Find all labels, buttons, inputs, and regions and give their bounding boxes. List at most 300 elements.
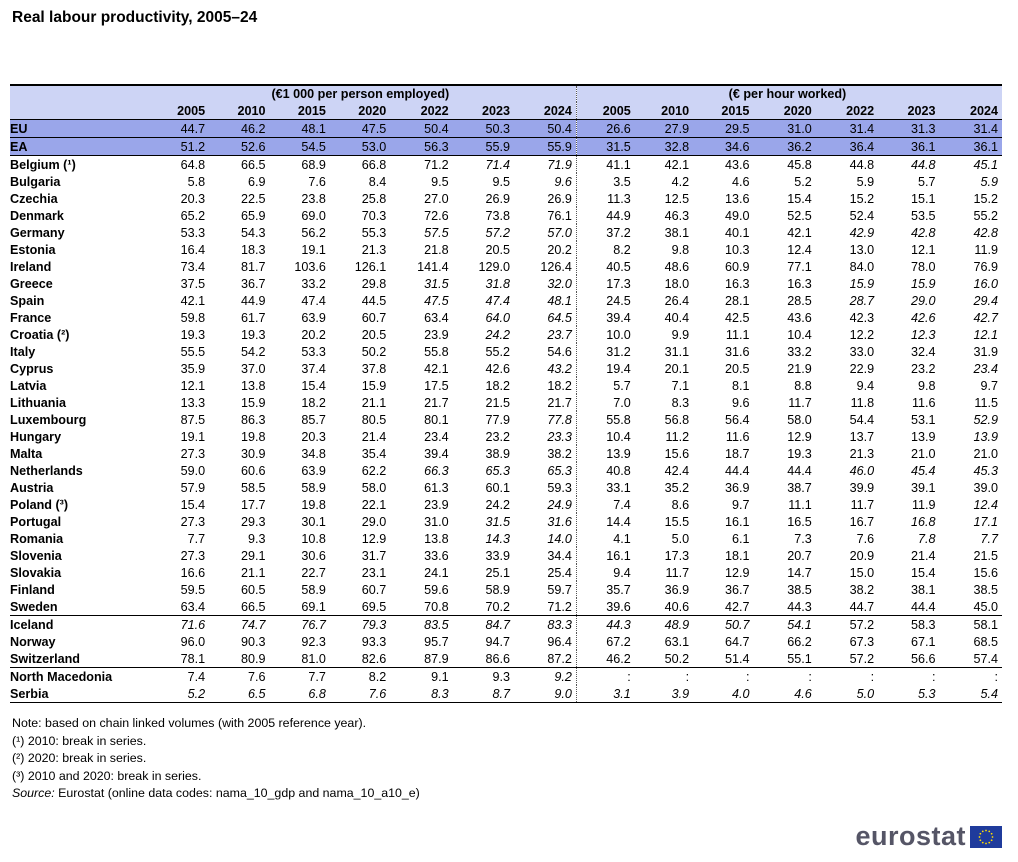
table-cell: 44.9 bbox=[576, 207, 634, 224]
table-cell: 44.4 bbox=[724, 463, 750, 478]
table-cell: 6.9 bbox=[248, 174, 266, 189]
table-cell: 8.2 bbox=[576, 241, 634, 258]
table-cell: 22.7 bbox=[301, 565, 326, 580]
table-row bbox=[10, 343, 1002, 360]
table-row bbox=[10, 496, 1002, 513]
table-cell: 15.4 bbox=[301, 378, 326, 393]
row-label: Sweden bbox=[10, 598, 149, 616]
table-cell: 7.0 bbox=[576, 394, 634, 411]
table-cell: 64.8 bbox=[180, 157, 206, 172]
header-year: 2015 bbox=[270, 102, 330, 120]
table-cell: 9.3 bbox=[248, 531, 266, 546]
flag-star bbox=[982, 841, 984, 843]
table-cell: 40.4 bbox=[664, 310, 690, 325]
table-cell: 13.9 bbox=[911, 429, 936, 444]
table-cell: 37.4 bbox=[301, 361, 326, 376]
flag-star bbox=[979, 836, 981, 838]
table-cell: 31.8 bbox=[485, 276, 510, 291]
table-cell: 44.8 bbox=[849, 157, 875, 172]
table-cell: 24.2 bbox=[485, 497, 510, 512]
table-cell: 31.1 bbox=[664, 344, 690, 359]
table-cell: 51.4 bbox=[693, 650, 753, 668]
table-cell: 32.4 bbox=[911, 344, 936, 359]
table-cell: 7.4 bbox=[576, 496, 634, 513]
table-cell: 42.1 bbox=[424, 361, 449, 376]
table-cell: 18.2 bbox=[301, 395, 326, 410]
table-cell: 58.0 bbox=[787, 412, 812, 427]
table-cell: 58.9 bbox=[485, 582, 510, 597]
table-cell: 36.2 bbox=[753, 138, 815, 156]
table-cell: 22.9 bbox=[849, 361, 875, 376]
table-cell: 19.1 bbox=[180, 429, 206, 444]
flag-star bbox=[991, 832, 993, 834]
table-cell: 16.5 bbox=[787, 514, 812, 529]
table-row bbox=[10, 156, 1002, 174]
table-cell: 10.0 bbox=[576, 326, 634, 343]
table-cell: 54.5 bbox=[270, 138, 330, 156]
table-cell: 38.7 bbox=[787, 480, 812, 495]
table-cell: 57.0 bbox=[547, 225, 572, 240]
table-cell: 54.6 bbox=[547, 344, 572, 359]
table-cell: 23.4 bbox=[973, 361, 998, 376]
table-cell: 42.9 bbox=[849, 225, 875, 240]
table-cell: 30.9 bbox=[241, 446, 266, 461]
table-cell: 20.9 bbox=[849, 548, 875, 563]
table-cell: 57.2 bbox=[849, 617, 875, 632]
table-cell: 7.8 bbox=[918, 531, 936, 546]
table-cell: 29.3 bbox=[241, 514, 266, 529]
table-cell: 54.4 bbox=[849, 412, 875, 427]
table-cell: 141.4 bbox=[417, 259, 449, 274]
table-row bbox=[10, 411, 1002, 428]
table-cell: 4.1 bbox=[576, 530, 634, 547]
table-cell: 55.3 bbox=[361, 225, 387, 240]
table-cell: 32.0 bbox=[547, 276, 572, 291]
table-cell: 63.9 bbox=[301, 463, 326, 478]
table-cell: 40.5 bbox=[576, 258, 634, 275]
table-cell: 18.2 bbox=[547, 378, 572, 393]
table-cell: 26.4 bbox=[664, 293, 690, 308]
table-row bbox=[10, 241, 1002, 258]
table-cell: 31.0 bbox=[424, 514, 449, 529]
table-cell: 33.0 bbox=[849, 344, 875, 359]
table-cell: 15.9 bbox=[911, 276, 936, 291]
table-cell: 42.6 bbox=[485, 361, 510, 376]
source-text: Eurostat (online data codes: nama_10_gdp and nama_10_a10_e) bbox=[54, 786, 420, 800]
source-line bbox=[12, 785, 420, 803]
table-cell: 32.8 bbox=[635, 138, 693, 156]
row-label: Italy bbox=[10, 344, 36, 359]
table-cell: 23.9 bbox=[424, 327, 449, 342]
table-cell: 8.1 bbox=[731, 378, 750, 393]
table-cell: 9.5 bbox=[431, 174, 449, 189]
table-row bbox=[10, 120, 1002, 138]
table-cell: 9.4 bbox=[576, 564, 634, 581]
table-cell: 12.4 bbox=[787, 242, 812, 257]
table-cell: 63.9 bbox=[301, 310, 326, 325]
table-cell: 21.1 bbox=[361, 395, 387, 410]
table-cell: 55.8 bbox=[424, 344, 449, 359]
table-cell: 69.5 bbox=[330, 598, 390, 616]
row-label: Luxembourg bbox=[10, 412, 87, 427]
table-cell: 9.2 bbox=[554, 669, 572, 684]
table-cell: 45.8 bbox=[787, 157, 812, 172]
table-cell: 69.0 bbox=[301, 208, 326, 223]
flag-star bbox=[979, 839, 981, 841]
table-cell: 21.3 bbox=[361, 242, 387, 257]
header-year: 2022 bbox=[816, 102, 878, 120]
table-cell: 11.7 bbox=[665, 565, 690, 580]
table-cell: 21.8 bbox=[424, 242, 449, 257]
table-cell: 21.1 bbox=[241, 565, 266, 580]
productivity-table bbox=[10, 84, 1002, 703]
table-cell: 5.9 bbox=[980, 174, 998, 189]
table-cell: 35.7 bbox=[576, 581, 634, 598]
table-cell: 52.5 bbox=[787, 208, 812, 223]
table-cell: : bbox=[685, 669, 690, 684]
table-cell: 42.4 bbox=[664, 463, 690, 478]
table-cell: 4.2 bbox=[671, 174, 690, 189]
table-cell: 4.6 bbox=[753, 685, 815, 703]
table-cell: 50.4 bbox=[390, 120, 452, 138]
table-cell: 4.6 bbox=[731, 174, 750, 189]
table-cell: 10.4 bbox=[576, 428, 634, 445]
table-cell: 20.5 bbox=[485, 242, 510, 257]
table-cell: 31.6 bbox=[724, 344, 750, 359]
table-cell: 48.1 bbox=[547, 293, 572, 308]
table-cell: 11.7 bbox=[850, 497, 875, 512]
table-cell: 36.9 bbox=[724, 480, 750, 495]
row-label: Ireland bbox=[10, 259, 52, 274]
table-cell: : bbox=[808, 669, 812, 684]
table-cell: 22.5 bbox=[241, 191, 266, 206]
table-cell: 57.9 bbox=[180, 480, 206, 495]
table-cell: 9.6 bbox=[554, 174, 572, 189]
table-row bbox=[10, 462, 1002, 479]
table-cell: 42.6 bbox=[911, 310, 936, 325]
table-cell: 92.3 bbox=[301, 634, 326, 649]
table-cell: 56.3 bbox=[390, 138, 452, 156]
flag-star bbox=[988, 841, 990, 843]
table-cell: 96.0 bbox=[180, 634, 206, 649]
table-cell: 55.5 bbox=[180, 344, 206, 359]
table-cell: 61.7 bbox=[241, 310, 266, 325]
table-cell: : bbox=[745, 669, 750, 684]
table-cell: 59.3 bbox=[547, 480, 572, 495]
table-row bbox=[10, 377, 1002, 394]
table-cell: 94.7 bbox=[485, 634, 510, 649]
table-cell: 84.7 bbox=[485, 617, 510, 632]
table-cell: 24.5 bbox=[576, 292, 634, 309]
eu-flag-icon bbox=[970, 826, 1002, 848]
table-cell: 27.0 bbox=[424, 191, 449, 206]
table-row bbox=[10, 292, 1002, 309]
table-cell: 37.0 bbox=[241, 361, 266, 376]
table-cell: 16.4 bbox=[180, 242, 206, 257]
flag-star bbox=[992, 836, 994, 838]
table-cell: 31.6 bbox=[547, 514, 572, 529]
table-cell: 56.8 bbox=[664, 412, 690, 427]
table-cell: 42.3 bbox=[849, 310, 875, 325]
table-cell: 39.6 bbox=[576, 598, 634, 616]
header-group-employed: (€1 000 per person employed) bbox=[149, 85, 577, 102]
table-cell: 12.9 bbox=[361, 531, 387, 546]
table-cell: 11.3 bbox=[576, 190, 634, 207]
footnote-2: (²) 2020: break in series. bbox=[12, 751, 147, 765]
table-cell: 21.7 bbox=[547, 395, 572, 410]
table-cell: 27.3 bbox=[180, 514, 206, 529]
table-cell: 7.6 bbox=[330, 685, 390, 703]
table-row bbox=[10, 650, 1002, 668]
table-cell: 15.6 bbox=[664, 446, 690, 461]
table-body bbox=[10, 120, 1002, 703]
table-cell: 40.1 bbox=[724, 225, 750, 240]
table-cell: 87.2 bbox=[514, 650, 576, 668]
table-cell: 66.8 bbox=[361, 157, 387, 172]
table-cell: 13.8 bbox=[424, 531, 449, 546]
table-cell: 56.4 bbox=[724, 412, 750, 427]
table-cell: 96.4 bbox=[547, 634, 572, 649]
table-cell: 23.9 bbox=[424, 497, 449, 512]
table-cell: 95.7 bbox=[424, 634, 449, 649]
header-year: 2020 bbox=[330, 102, 390, 120]
table-cell: 22.1 bbox=[361, 497, 387, 512]
table-cell: 76.9 bbox=[973, 259, 998, 274]
table-row bbox=[10, 207, 1002, 224]
table-cell: 11.1 bbox=[788, 497, 812, 512]
table-cell: 28.5 bbox=[787, 293, 812, 308]
table-cell: 17.7 bbox=[241, 497, 266, 512]
header-year: 2024 bbox=[940, 102, 1002, 120]
table-cell: 66.5 bbox=[241, 157, 266, 172]
table-cell: 5.7 bbox=[918, 174, 936, 189]
table-cell: 13.8 bbox=[241, 378, 266, 393]
table-row bbox=[10, 173, 1002, 190]
table-cell: 34.8 bbox=[301, 446, 326, 461]
table-cell: 9.4 bbox=[856, 378, 875, 393]
table-cell: 45.4 bbox=[911, 463, 936, 478]
table-cell: 5.9 bbox=[856, 174, 875, 189]
table-cell: 63.4 bbox=[149, 598, 209, 616]
table-cell: 80.5 bbox=[361, 412, 387, 427]
table-cell: 8.7 bbox=[453, 685, 514, 703]
table-cell: 35.2 bbox=[664, 480, 690, 495]
notes bbox=[12, 715, 420, 803]
table-cell: 44.5 bbox=[361, 293, 387, 308]
table-cell: 16.7 bbox=[849, 514, 875, 529]
row-label: EU bbox=[10, 120, 149, 138]
table-cell: 54.2 bbox=[241, 344, 266, 359]
table-cell: 31.0 bbox=[753, 120, 815, 138]
table-cell: 57.2 bbox=[816, 650, 878, 668]
table-cell: 81.7 bbox=[241, 259, 266, 274]
header-year: 2015 bbox=[693, 102, 753, 120]
table-cell: 53.3 bbox=[180, 225, 206, 240]
table-cell: 90.3 bbox=[241, 634, 266, 649]
table-cell: 71.6 bbox=[180, 617, 206, 632]
header-year: 2005 bbox=[576, 102, 634, 120]
table-cell: 23.4 bbox=[424, 429, 449, 444]
header-blank bbox=[10, 85, 149, 102]
table-cell: 8.3 bbox=[671, 395, 690, 410]
table-cell: 72.6 bbox=[424, 208, 449, 223]
table-cell: 23.2 bbox=[485, 429, 510, 444]
table-cell: 16.3 bbox=[787, 276, 812, 291]
table-cell: 36.7 bbox=[241, 276, 266, 291]
table-cell: 21.0 bbox=[911, 446, 936, 461]
table-cell: 37.2 bbox=[576, 224, 634, 241]
table-cell: 47.5 bbox=[424, 293, 449, 308]
table-cell: 11.6 bbox=[911, 395, 936, 410]
table-cell: 65.3 bbox=[485, 463, 510, 478]
table-cell: 60.7 bbox=[361, 582, 387, 597]
table-cell: 58.9 bbox=[301, 480, 326, 495]
table-cell: 10.3 bbox=[724, 242, 750, 257]
table-cell: 12.4 bbox=[973, 497, 998, 512]
row-label: Switzerland bbox=[10, 650, 149, 668]
table-cell: 44.4 bbox=[787, 463, 812, 478]
row-label: France bbox=[10, 310, 52, 325]
row-label: Latvia bbox=[10, 378, 47, 393]
table-cell: 66.5 bbox=[209, 598, 269, 616]
table-cell: 48.6 bbox=[664, 259, 690, 274]
table-cell: 38.5 bbox=[973, 582, 998, 597]
header-year: 2023 bbox=[453, 102, 514, 120]
table-row bbox=[10, 258, 1002, 275]
header-year: 2010 bbox=[209, 102, 269, 120]
table-cell: 29.8 bbox=[361, 276, 387, 291]
table-cell: 53.0 bbox=[330, 138, 390, 156]
table-cell: 64.5 bbox=[547, 310, 572, 325]
table-cell: 23.3 bbox=[547, 429, 572, 444]
table-cell: 31.4 bbox=[940, 120, 1002, 138]
table-cell: 16.6 bbox=[180, 565, 206, 580]
table-cell: 53.1 bbox=[911, 412, 936, 427]
flag-star bbox=[988, 830, 990, 832]
table-cell: 12.9 bbox=[787, 429, 812, 444]
table-row bbox=[10, 138, 1002, 156]
table-cell: 5.7 bbox=[576, 377, 634, 394]
table-cell: 40.6 bbox=[635, 598, 693, 616]
table-cell: 20.2 bbox=[301, 327, 326, 342]
table-cell: : bbox=[870, 669, 875, 684]
header-year: 2022 bbox=[390, 102, 452, 120]
table-cell: 10.4 bbox=[787, 327, 812, 342]
table-cell: 8.2 bbox=[368, 669, 387, 684]
table-cell: 14.4 bbox=[576, 513, 634, 530]
table-cell: 7.6 bbox=[308, 174, 326, 189]
table-cell: 58.3 bbox=[911, 617, 936, 632]
table-cell: 7.7 bbox=[308, 669, 326, 684]
table-cell: 42.1 bbox=[664, 157, 690, 172]
table-cell: 55.9 bbox=[453, 138, 514, 156]
table-cell: 5.3 bbox=[878, 685, 939, 703]
table-cell: 44.8 bbox=[911, 157, 936, 172]
table-cell: 11.9 bbox=[911, 497, 936, 512]
table-row bbox=[10, 309, 1002, 326]
table-cell: 73.4 bbox=[180, 259, 206, 274]
row-label: Czechia bbox=[10, 191, 58, 206]
table-cell: 53.5 bbox=[911, 208, 936, 223]
table-row bbox=[10, 547, 1002, 564]
table-cell: 39.4 bbox=[424, 446, 449, 461]
table-cell: 11.6 bbox=[725, 429, 750, 444]
table-cell: 42.5 bbox=[724, 310, 750, 325]
table-cell: 57.5 bbox=[424, 225, 449, 240]
table-cell: 18.7 bbox=[724, 446, 750, 461]
table-cell: 9.0 bbox=[514, 685, 576, 703]
table-cell: 20.5 bbox=[361, 327, 387, 342]
table-cell: 43.2 bbox=[547, 361, 572, 376]
table-cell: 9.5 bbox=[492, 174, 510, 189]
table-cell: 20.3 bbox=[301, 429, 326, 444]
table-cell: 79.3 bbox=[361, 617, 387, 632]
table-cell: 76.7 bbox=[301, 617, 326, 632]
table-cell: 18.0 bbox=[664, 276, 690, 291]
table-cell: 38.2 bbox=[547, 446, 572, 461]
row-label: Iceland bbox=[10, 617, 54, 632]
table-row bbox=[10, 685, 1002, 703]
table-cell: 50.2 bbox=[361, 344, 387, 359]
flag-star bbox=[979, 832, 981, 834]
table-row bbox=[10, 275, 1002, 292]
table-row bbox=[10, 479, 1002, 496]
table-cell: 9.6 bbox=[731, 395, 750, 410]
table-cell: 48.1 bbox=[270, 120, 330, 138]
row-label: Denmark bbox=[10, 208, 64, 223]
table-cell: 49.0 bbox=[724, 208, 750, 223]
table-row bbox=[10, 564, 1002, 581]
table-cell: 85.7 bbox=[301, 412, 326, 427]
table-cell: 6.5 bbox=[209, 685, 269, 703]
table-cell: 13.3 bbox=[180, 395, 206, 410]
table-cell: 16.1 bbox=[724, 514, 750, 529]
source-label: Source: bbox=[12, 786, 55, 800]
table-cell: 58.1 bbox=[973, 617, 998, 632]
table-cell: 74.7 bbox=[241, 617, 266, 632]
table-cell: 9.8 bbox=[918, 378, 936, 393]
table-row bbox=[10, 428, 1002, 445]
table-cell: 28.7 bbox=[849, 293, 875, 308]
table-cell: 15.4 bbox=[787, 191, 812, 206]
table-cell: 19.3 bbox=[787, 446, 812, 461]
table-cell: 55.2 bbox=[973, 208, 998, 223]
table-cell: 67.3 bbox=[849, 634, 875, 649]
table-cell: 20.2 bbox=[547, 242, 572, 257]
table-cell: 16.1 bbox=[576, 547, 634, 564]
table-cell: 65.3 bbox=[547, 463, 572, 478]
table-cell: 21.4 bbox=[361, 429, 387, 444]
table-cell: 19.3 bbox=[180, 327, 206, 342]
table-cell: 60.1 bbox=[485, 480, 510, 495]
table-cell: 20.7 bbox=[787, 548, 812, 563]
eurostat-logo bbox=[855, 821, 1002, 852]
table-cell: 7.4 bbox=[187, 669, 206, 684]
note-text: Note: based on chain linked volumes (with 2005 reference year). bbox=[12, 716, 367, 730]
table-cell: 59.0 bbox=[180, 463, 206, 478]
table-cell: 24.2 bbox=[485, 327, 510, 342]
table-cell: 16.0 bbox=[973, 276, 998, 291]
table-cell: 58.5 bbox=[241, 480, 266, 495]
table-cell: 44.7 bbox=[816, 598, 878, 616]
table-row bbox=[10, 581, 1002, 598]
table-cell: 60.7 bbox=[361, 310, 387, 325]
table-cell: 126.1 bbox=[354, 259, 387, 274]
table-cell: 21.0 bbox=[973, 446, 998, 461]
table-cell: 45.3 bbox=[973, 463, 998, 478]
header-year: 2023 bbox=[878, 102, 939, 120]
table-cell: 38.9 bbox=[485, 446, 510, 461]
